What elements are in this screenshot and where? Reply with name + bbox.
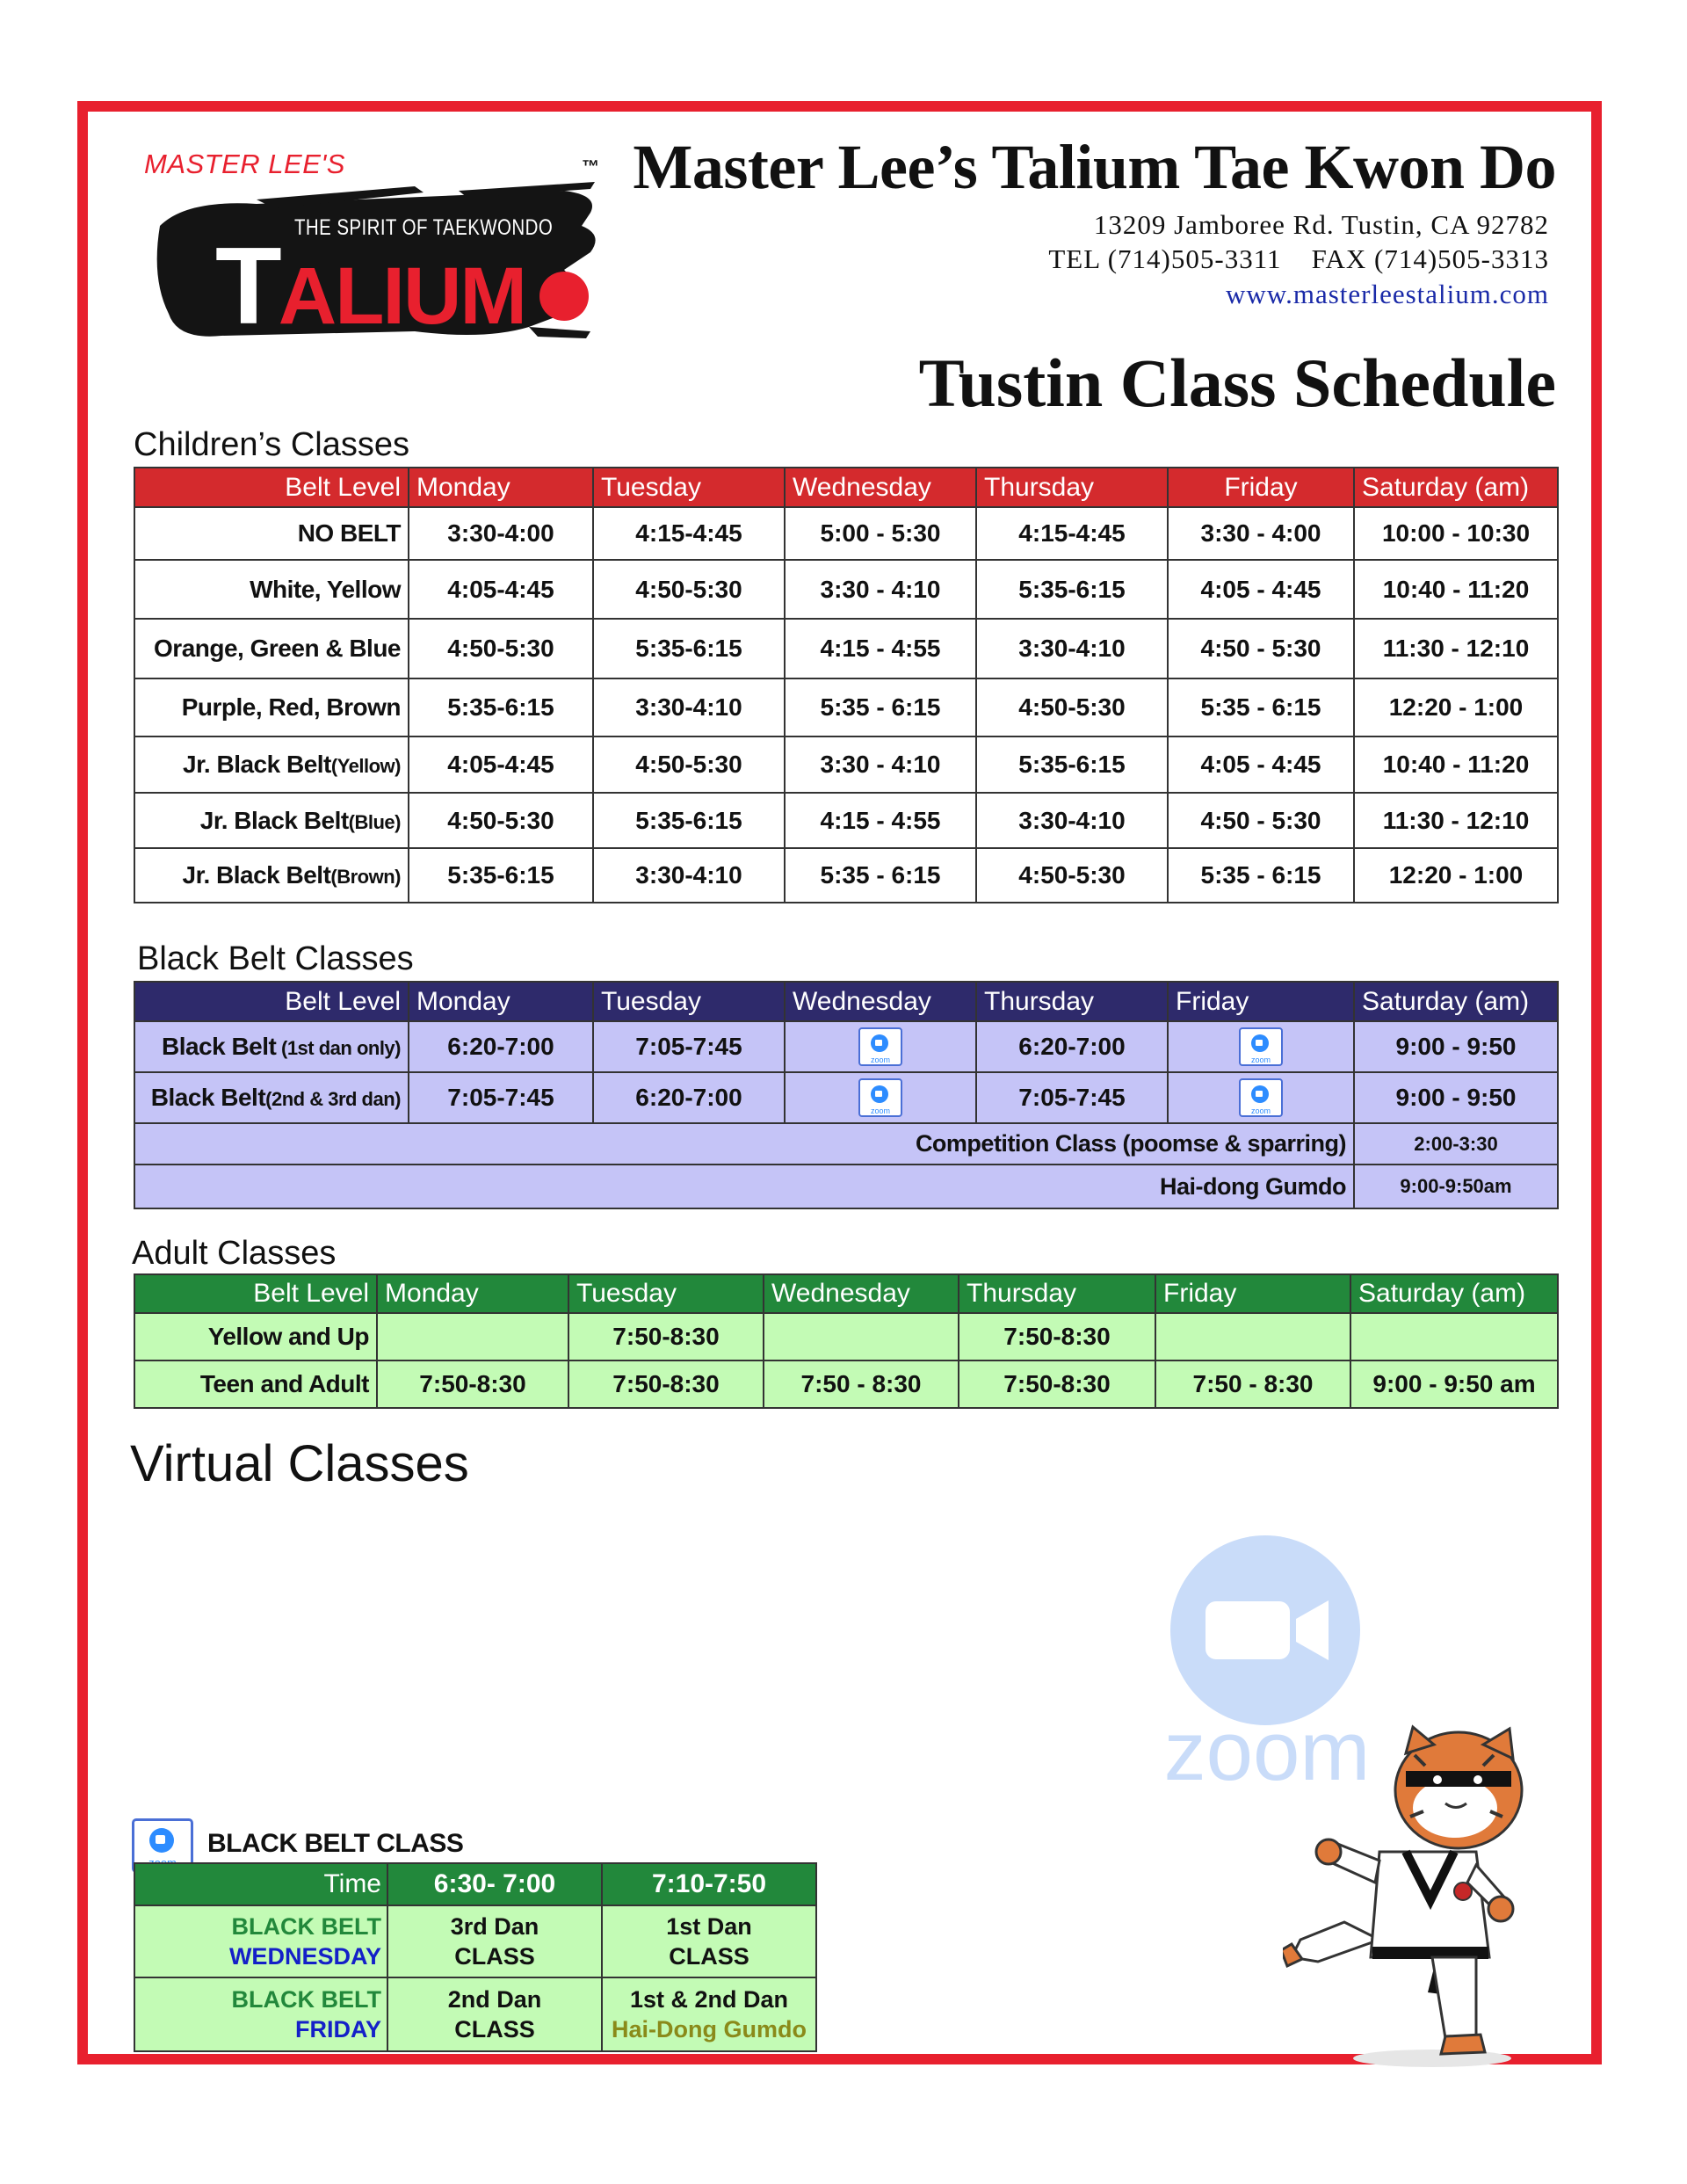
belt-level-name: Jr. Black Belt <box>182 861 331 889</box>
class-cell <box>387 1905 602 1977</box>
table-row <box>134 736 1558 793</box>
time-cell <box>785 1021 976 1072</box>
class-name: 3rd Dan <box>450 1913 539 1940</box>
header-day-saturday-am: Saturday (am) <box>1350 1274 1558 1313</box>
logo-trademark: ™ <box>582 157 599 177</box>
belt-level-cell <box>134 619 409 678</box>
time-cell: 7:50-8:30 <box>377 1360 568 1408</box>
logo-red-seal <box>539 272 589 321</box>
table-row <box>134 1313 1558 1360</box>
time-cell <box>1155 1313 1350 1360</box>
header-belt-level: Belt Level <box>134 1274 377 1313</box>
time-cell: 4:50-5:30 <box>593 736 785 793</box>
belt-level-cell <box>134 848 409 903</box>
belt-level-cell <box>134 507 409 560</box>
logo-wordmark: TALIUM <box>215 226 526 347</box>
adult-header-row <box>134 1274 1558 1313</box>
class-cell <box>387 1977 602 2051</box>
competition-row <box>134 1123 1558 1165</box>
competition-row-time: 2:00-3:30 <box>1354 1123 1558 1165</box>
time-cell: 5:00 - 5:30 <box>785 507 976 560</box>
table-row <box>134 1021 1558 1072</box>
belt-level-cell <box>134 1313 377 1360</box>
header-time: Time <box>134 1863 387 1905</box>
table-row <box>134 793 1558 848</box>
table-row <box>134 1905 816 1977</box>
time-cell: 5:35-6:15 <box>409 848 593 903</box>
competition-row-label: Competition Class (poomse & sparring) <box>134 1123 1354 1165</box>
time-cell: 3:30-4:10 <box>593 848 785 903</box>
children-section-title: Children’s Classes <box>134 426 409 463</box>
phone-fax-line <box>1048 243 1549 275</box>
gumdo-row-label: Hai-dong Gumdo <box>134 1165 1354 1208</box>
class-note: Hai-Dong Gumdo <box>612 2016 807 2043</box>
time-cell <box>377 1313 568 1360</box>
time-cell: 12:20 - 1:00 <box>1354 848 1558 903</box>
virtual-header-row <box>134 1863 816 1905</box>
time-cell: 7:50-8:30 <box>568 1313 764 1360</box>
time-cell: 7:05-7:45 <box>409 1072 593 1123</box>
belt-level-name: Jr. Black Belt <box>183 751 331 778</box>
time-cell: 5:35-6:15 <box>593 793 785 848</box>
header-day-friday: Friday <box>1168 982 1354 1021</box>
time-cell: 3:30 - 4:00 <box>1168 507 1354 560</box>
time-cell: 6:20-7:00 <box>409 1021 593 1072</box>
time-cell: 7:50-8:30 <box>959 1313 1155 1360</box>
class-cell <box>602 1977 816 2051</box>
belt-level-name: Purple, Red, Brown <box>181 693 401 721</box>
header-day-monday: Monday <box>409 982 593 1021</box>
belt-level-cell <box>134 678 409 736</box>
header-day-thursday: Thursday <box>976 982 1168 1021</box>
table-row <box>134 1072 1558 1123</box>
time-cell: 6:20-7:00 <box>976 1021 1168 1072</box>
school-name: Master Lee’s Talium Tae Kwon Do <box>633 132 1556 202</box>
children-header-row <box>134 468 1558 507</box>
time-cell: 7:05-7:45 <box>976 1072 1168 1123</box>
time-cell: 4:05 - 4:45 <box>1168 736 1354 793</box>
header-day-wednesday: Wednesday <box>785 982 976 1021</box>
header-day-saturday-am: Saturday (am) <box>1354 468 1558 507</box>
table-row <box>134 1360 1558 1408</box>
belt-level-detail: (2nd & 3rd dan) <box>265 1088 401 1110</box>
class-type-label: BLACK BELT <box>231 1913 381 1940</box>
virtual-section-title: Virtual Classes <box>130 1435 469 1492</box>
header-day-tuesday: Tuesday <box>593 982 785 1021</box>
time-cell: 5:35 - 6:15 <box>1168 678 1354 736</box>
time-cell: 4:50-5:30 <box>976 678 1168 736</box>
time-cell: 4:50-5:30 <box>976 848 1168 903</box>
time-cell: 7:50 - 8:30 <box>764 1360 959 1408</box>
class-note: CLASS <box>454 2016 535 2043</box>
time-cell: 11:30 - 12:10 <box>1354 619 1558 678</box>
zoom-icon[interactable]: zoom <box>858 1027 902 1066</box>
belt-level-detail: (Brown) <box>330 866 401 888</box>
table-row <box>134 678 1558 736</box>
virtual-blackbelt-label: BLACK BELT CLASS <box>207 1829 464 1858</box>
time-cell: 6:20-7:00 <box>593 1072 785 1123</box>
adult-section-title: Adult Classes <box>132 1235 337 1272</box>
belt-level-name: Teen and Adult <box>199 1370 369 1397</box>
time-cell: 4:50-5:30 <box>409 619 593 678</box>
header-day-tuesday: Tuesday <box>568 1274 764 1313</box>
time-cell: 5:35-6:15 <box>976 736 1168 793</box>
belt-level-name: Jr. Black Belt <box>199 806 349 834</box>
time-cell: 3:30 - 4:10 <box>785 736 976 793</box>
time-cell: 4:50 - 5:30 <box>1168 793 1354 848</box>
time-cell: 10:40 - 11:20 <box>1354 736 1558 793</box>
page-title: Tustin Class Schedule <box>918 345 1556 421</box>
table-row <box>134 507 1558 560</box>
class-type-label: BLACK BELT <box>231 1986 381 2013</box>
zoom-watermark-text: zoom <box>1163 1704 1371 1790</box>
belt-level-detail: (Yellow) <box>330 755 401 777</box>
belt-level-detail: (1st dan only) <box>276 1037 401 1059</box>
gumdo-row <box>134 1165 1558 1208</box>
time-cell: 5:35-6:15 <box>976 560 1168 619</box>
belt-level-cell <box>134 736 409 793</box>
time-cell: 4:05-4:45 <box>409 736 593 793</box>
phone-number: TEL (714)505-3311 <box>1048 243 1282 274</box>
header-day-thursday: Thursday <box>959 1274 1155 1313</box>
belt-level-name: White, Yellow <box>250 575 401 603</box>
zoom-icon[interactable]: zoom <box>858 1078 902 1117</box>
belt-level-name: NO BELT <box>297 519 401 547</box>
time-cell <box>785 1072 976 1123</box>
class-note: CLASS <box>669 1943 749 1970</box>
time-cell: 4:50 - 5:30 <box>1168 619 1354 678</box>
belt-level-cell <box>134 560 409 619</box>
time-cell <box>1168 1021 1354 1072</box>
time-cell: 11:30 - 12:10 <box>1354 793 1558 848</box>
time-cell: 9:00 - 9:50 <box>1354 1072 1558 1123</box>
time-cell: 3:30-4:00 <box>409 507 593 560</box>
adult-schedule-table <box>134 1273 1559 1409</box>
zoom-icon[interactable]: zoom <box>1239 1078 1283 1117</box>
time-cell: 7:50-8:30 <box>568 1360 764 1408</box>
header-day-wednesday: Wednesday <box>764 1274 959 1313</box>
time-cell: 4:05 - 4:45 <box>1168 560 1354 619</box>
day-cell <box>134 1905 387 1977</box>
header-day-saturday-am: Saturday (am) <box>1354 982 1558 1021</box>
blackbelt-section-title: Black Belt Classes <box>137 940 414 977</box>
logo-tagline: THE SPIRIT OF TAEKWONDO <box>294 215 554 240</box>
header-time-slot: 7:10-7:50 <box>602 1863 816 1905</box>
header-day-thursday: Thursday <box>976 468 1168 507</box>
time-cell: 9:00 - 9:50 am <box>1350 1360 1558 1408</box>
time-cell: 7:05-7:45 <box>593 1021 785 1072</box>
children-schedule-table <box>134 467 1559 903</box>
virtual-schedule-table <box>134 1862 817 2052</box>
time-cell: 4:15 - 4:55 <box>785 793 976 848</box>
header-belt-level: Belt Level <box>134 982 409 1021</box>
time-cell: 4:15-4:45 <box>976 507 1168 560</box>
class-name: 2nd Dan <box>447 1986 542 2013</box>
time-cell: 10:40 - 11:20 <box>1354 560 1558 619</box>
time-cell: 5:35-6:15 <box>409 678 593 736</box>
header-time-slot: 6:30- 7:00 <box>387 1863 602 1905</box>
time-cell: 9:00 - 9:50 <box>1354 1021 1558 1072</box>
class-name: 1st Dan <box>666 1913 752 1940</box>
header-day-friday: Friday <box>1168 468 1354 507</box>
header-day-wednesday: Wednesday <box>785 468 976 507</box>
page-frame <box>77 101 1602 2064</box>
zoom-icon[interactable]: zoom <box>1239 1027 1283 1066</box>
time-cell: 5:35 - 6:15 <box>785 678 976 736</box>
header-day-monday: Monday <box>409 468 593 507</box>
fax-number: FAX (714)505-3313 <box>1311 243 1549 274</box>
class-cell <box>602 1905 816 1977</box>
time-cell: 4:50-5:30 <box>593 560 785 619</box>
day-label: FRIDAY <box>294 2016 381 2043</box>
time-cell: 5:35-6:15 <box>593 619 785 678</box>
header-day-monday: Monday <box>377 1274 568 1313</box>
time-cell <box>1350 1313 1558 1360</box>
time-cell: 3:30-4:10 <box>976 793 1168 848</box>
time-cell: 4:15 - 4:55 <box>785 619 976 678</box>
website-link[interactable]: www.masterleestalium.com <box>1225 279 1549 309</box>
time-cell: 12:20 - 1:00 <box>1354 678 1558 736</box>
belt-level-cell <box>134 793 409 848</box>
time-cell: 7:50 - 8:30 <box>1155 1360 1350 1408</box>
belt-level-cell <box>134 1021 409 1072</box>
day-cell <box>134 1977 387 2051</box>
belt-level-name: Black Belt <box>161 1033 277 1060</box>
header-day-friday: Friday <box>1155 1274 1350 1313</box>
gumdo-row-time: 9:00-9:50am <box>1354 1165 1558 1208</box>
logo-master-lees: MASTER LEE'S <box>144 149 345 179</box>
class-note: CLASS <box>454 1943 535 1970</box>
header-day-tuesday: Tuesday <box>593 468 785 507</box>
time-cell: 3:30-4:10 <box>593 678 785 736</box>
blackbelt-schedule-table <box>134 981 1559 1209</box>
belt-level-cell <box>134 1360 377 1408</box>
table-row <box>134 619 1558 678</box>
time-cell: 7:50-8:30 <box>959 1360 1155 1408</box>
time-cell: 5:35 - 6:15 <box>785 848 976 903</box>
belt-level-cell <box>134 1072 409 1123</box>
header-belt-level: Belt Level <box>134 468 409 507</box>
school-address: 13209 Jamboree Rd. Tustin, CA 92782 <box>1093 209 1549 240</box>
blackbelt-header-row <box>134 982 1558 1021</box>
table-row <box>134 848 1558 903</box>
time-cell: 4:50-5:30 <box>409 793 593 848</box>
time-cell: 3:30-4:10 <box>976 619 1168 678</box>
table-row <box>134 560 1558 619</box>
time-cell: 10:00 - 10:30 <box>1354 507 1558 560</box>
day-label: WEDNESDAY <box>228 1943 381 1970</box>
tiger-mascot-illustration <box>1283 1720 1564 2072</box>
table-row <box>134 1977 816 2051</box>
time-cell <box>764 1313 959 1360</box>
time-cell <box>1168 1072 1354 1123</box>
time-cell: 4:05-4:45 <box>409 560 593 619</box>
time-cell: 4:15-4:45 <box>593 507 785 560</box>
time-cell: 5:35 - 6:15 <box>1168 848 1354 903</box>
belt-level-name: Black Belt <box>150 1084 266 1111</box>
belt-level-name: Orange, Green & Blue <box>154 635 401 662</box>
class-name: 1st & 2nd Dan <box>629 1986 789 2013</box>
belt-level-detail: (Blue) <box>348 810 401 833</box>
belt-level-name: Yellow and Up <box>207 1323 369 1350</box>
time-cell: 3:30 - 4:10 <box>785 560 976 619</box>
